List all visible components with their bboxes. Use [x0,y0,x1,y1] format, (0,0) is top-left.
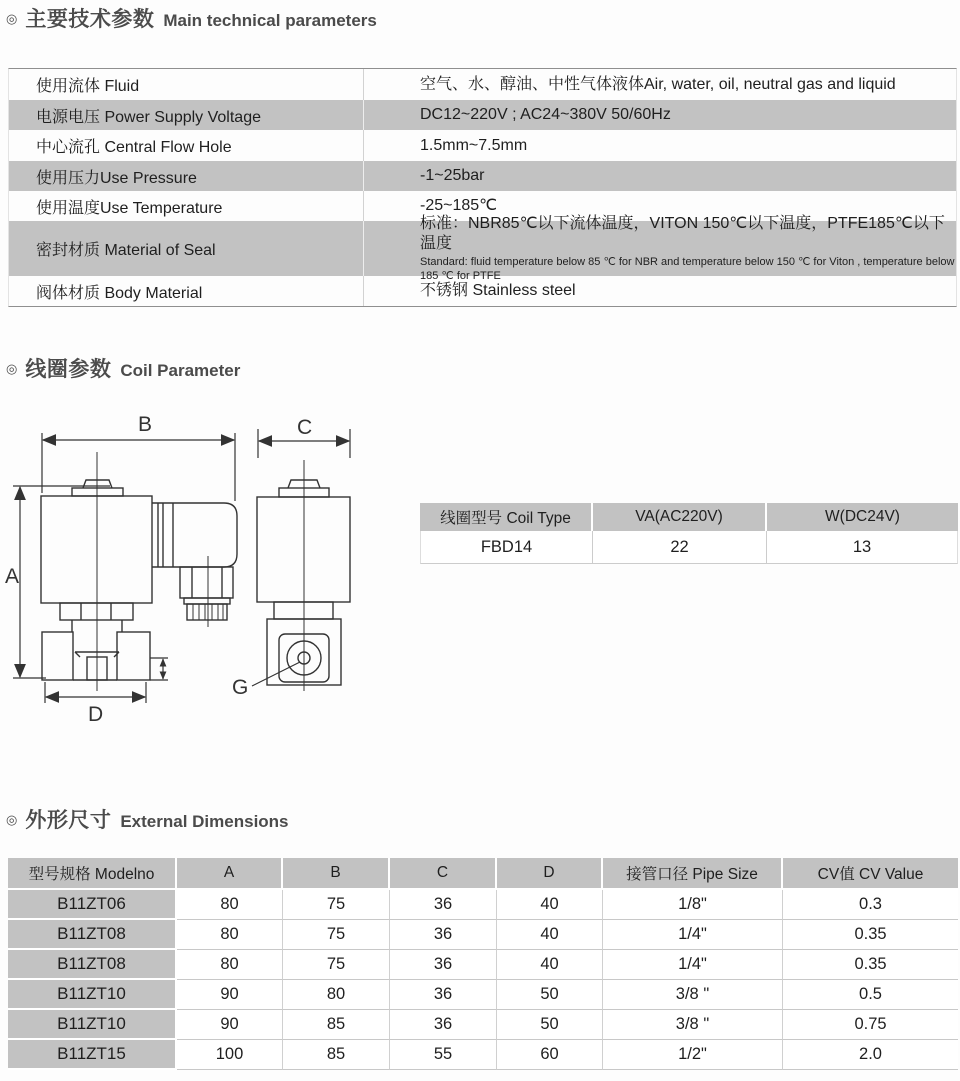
param-label: 使用流体 Fluid [9,69,364,100]
dim-c: 36 [390,890,497,920]
dim-a: 80 [177,920,283,950]
column-header-model: 型号规格 Modelno [8,858,177,890]
table-row [8,920,958,950]
param-value: 不锈钢 Stainless steel [420,282,576,299]
table-row [8,1010,958,1040]
drawing-centerlines [97,452,304,691]
param-value: DC12~220V ; AC24~380V 50/60Hz [420,106,671,123]
pipe-size: 1/8" [603,890,783,920]
heading-en: Main technical parameters [163,11,377,30]
dim-label-c: C [297,416,313,439]
model-number: B11ZT10 [8,1010,177,1040]
pipe-size: 1/4" [603,920,783,950]
dim-b: 75 [283,950,390,980]
dim-d: 40 [497,950,603,980]
table-row [9,100,956,130]
model-number: B11ZT08 [8,920,177,950]
dim-c: 36 [390,1010,497,1040]
dim-a: 80 [177,950,283,980]
dim-c: 36 [390,950,497,980]
column-header-c: C [390,858,497,890]
dim-a: 100 [177,1040,283,1070]
cv-value: 0.5 [783,980,958,1010]
param-value: -1~25bar [420,167,485,184]
main-parameters-table [8,68,957,307]
dim-a: 80 [177,890,283,920]
table-row [9,276,956,306]
table-row [8,950,958,980]
param-value: 空气、水、醇油、中性气体液体Air, water, oil, neutral gas and liquid [420,75,896,93]
dim-label-d: D [88,703,104,726]
param-label: 使用温度Use Temperature [9,191,364,221]
model-number: B11ZT06 [8,890,177,920]
section-bullet-icon: ◎ [6,11,18,26]
table-row [420,531,958,564]
param-label: 电源电压 Power Supply Voltage [9,100,364,130]
cv-value: 0.75 [783,1010,958,1040]
dim-c: 36 [390,980,497,1010]
dim-c: 55 [390,1040,497,1070]
cv-value: 0.35 [783,920,958,950]
cv-value: 0.35 [783,950,958,980]
param-value: 1.5mm~7.5mm [420,136,528,154]
dim-c: 36 [390,920,497,950]
table-row [8,980,958,1010]
column-header-b: B [283,858,390,890]
heading-zh: 线圈参数 [25,358,112,381]
table-row [8,1040,958,1070]
param-value-zh: 标准：NBR85℃以下流体温度，VITON 150℃以下温度，PTFE185℃以下温度 [420,215,945,253]
section-bullet-icon: ◎ [6,361,18,376]
param-label: 中心流孔 Central Flow Hole [9,130,364,161]
heading-zh: 主要技术参数 [25,8,155,31]
pipe-size: 3/8 " [603,980,783,1010]
column-header-coil-type: 线圈型号 Coil Type [420,503,593,531]
heading-en: External Dimensions [120,812,289,831]
model-number: B11ZT15 [8,1040,177,1070]
column-header-w: W(DC24V) [767,503,958,531]
section-heading-main-parameters [6,3,377,33]
w-value: 13 [767,531,958,564]
pipe-size: 1/4" [603,950,783,980]
param-label: 密封材质 Material of Seal [9,221,364,276]
section-bullet-icon: ◎ [6,812,18,827]
section-heading-coil-parameter [6,353,240,383]
param-value: -25~185℃ [420,197,498,214]
dim-d: 40 [497,890,603,920]
heading-zh: 外形尺寸 [25,809,112,832]
dim-label-a: A [5,565,20,588]
column-header-a: A [177,858,283,890]
valve-technical-drawing [0,398,400,730]
dim-label-g: G [232,676,249,699]
cv-value: 2.0 [783,1040,958,1070]
dim-b: 75 [283,920,390,950]
param-label: 阀体材质 Body Material [9,276,364,306]
coil-type-value: FBD14 [420,531,593,564]
dim-b: 80 [283,980,390,1010]
dim-d: 40 [497,920,603,950]
column-header-d: D [497,858,603,890]
heading-en: Coil Parameter [120,361,241,380]
column-header-cv-value: CV值 CV Value [783,858,958,890]
dim-a: 90 [177,1010,283,1040]
table-row [9,161,956,191]
dim-d: 50 [497,980,603,1010]
model-number: B11ZT08 [8,950,177,980]
dim-b: 85 [283,1040,390,1070]
dim-d: 60 [497,1040,603,1070]
table-row [9,69,956,100]
pipe-size: 3/8 " [603,1010,783,1040]
dim-a: 90 [177,980,283,1010]
table-row [8,890,958,920]
pipe-size: 1/2" [603,1040,783,1070]
dim-b: 75 [283,890,390,920]
external-dimensions-table [8,858,958,1070]
dim-label-b: B [138,413,153,436]
column-header-va: VA(AC220V) [593,503,767,531]
dims-table-header-row [8,858,958,890]
dim-b: 85 [283,1010,390,1040]
param-value-en: Standard: fluid temperature below 85 ℃ for NBR and temperature below 150 ℃ for Viton , temperature below 185 ℃ for PTFE [420,256,955,282]
coil-table-header-row [420,503,958,531]
va-value: 22 [593,531,767,564]
table-row [9,130,956,161]
table-row [9,215,956,282]
section-heading-external-dimensions [6,804,289,834]
dim-d: 50 [497,1010,603,1040]
model-number: B11ZT10 [8,980,177,1010]
dimension-lines [13,429,350,703]
cv-value: 0.3 [783,890,958,920]
column-header-pipe-size: 接管口径 Pipe Size [603,858,783,890]
param-label: 使用压力Use Pressure [9,161,364,191]
coil-parameter-table [420,503,958,564]
